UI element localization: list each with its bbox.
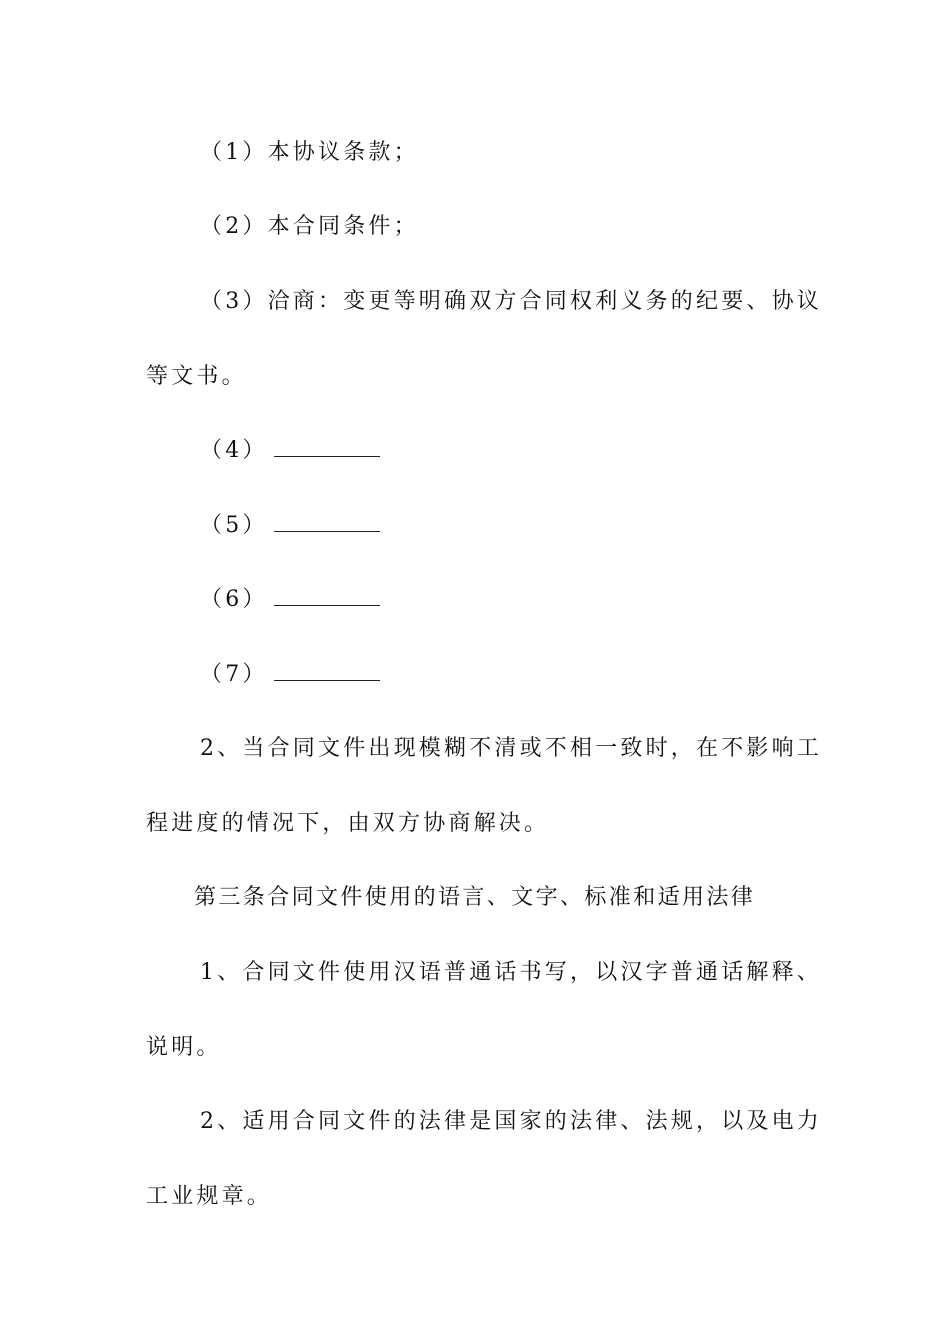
item-4 (200, 436, 870, 466)
item-6-blank (274, 585, 380, 606)
item-3-line-2: 等文书。 (146, 364, 247, 389)
article-3-heading: 第三条合同文件使用的语言、文字、标准和适用法律 (194, 885, 756, 910)
clause-2-line-1: 2、当合同文件出现模糊不清或不相一致时，在不影响工 (200, 736, 822, 761)
item-1: （1）本协议条款； (200, 140, 419, 165)
item-2: （2）本合同条件； (200, 214, 419, 239)
clause-2-line-2: 程进度的情况下，由双方协商解决。 (146, 811, 550, 836)
item-7-blank (274, 660, 380, 681)
item-7 (200, 660, 870, 690)
article-3-item-1-line-2: 说明。 (146, 1035, 222, 1060)
item-5 (200, 511, 870, 541)
article-3-item-2-line-2: 工业规章。 (146, 1184, 273, 1209)
item-7-label: （7） (200, 662, 268, 687)
article-3-item-2-line-1: 2、适用合同文件的法律是国家的法律、法规，以及电力 (200, 1109, 822, 1134)
article-3-item-1-line-1: 1、合同文件使用汉语普通话书写，以汉字普通话解释、 (200, 960, 822, 985)
item-4-blank (274, 436, 380, 457)
item-6 (200, 585, 870, 615)
item-3-line-1: （3）洽商：变更等明确双方合同权利义务的纪要、协议 (200, 289, 822, 314)
item-4-label: （4） (200, 438, 268, 463)
item-5-blank (274, 511, 380, 532)
item-6-label: （6） (200, 587, 268, 612)
item-5-label: （5） (200, 513, 268, 538)
